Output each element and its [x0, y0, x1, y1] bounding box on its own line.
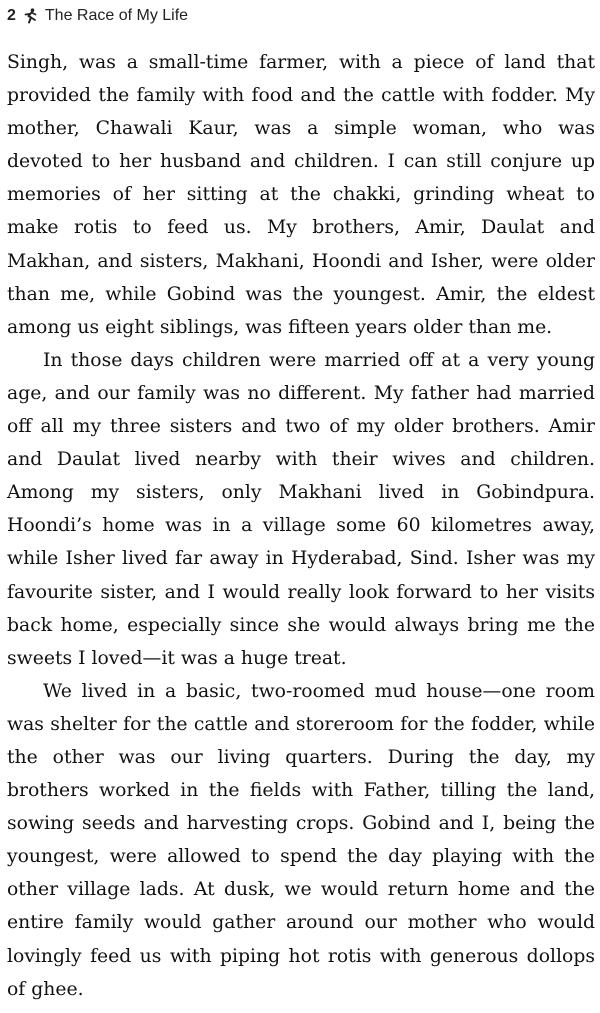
paragraph: We lived in a basic, two-roomed mud house—one room was shelter for the cattle and storeroom for the fodder, while the other was our living quarters. During the day, my brothers worked in the fields with Father, tilling the land, sowing seeds and harvesting crops. Gobind and I, being the youngest, were allowed to spend the day playing with the other village lads. At dusk, we would return home and the entire family would gather around our mother who would lovingly feed us with piping hot rotis with generous dollops of ghee. — [7, 680, 595, 1000]
paragraph: In those days children were married off at a very young age, and our family was no different. My father had married off all my three sisters and two of my older brothers. Amir and Daulat lived nearby with their wives and children. Among my sisters, only Makhani lived in Gobindpura. Hoondi’s home was in a village some 60 kilometres away, while Isher lived far away in Hyderabad, Sind. Isher was my favourite sister, and I would really look forward to her visits back home, especially since she would always bring me the sweets I loved—it was a huge treat. — [7, 349, 595, 669]
body-text — [7, 46, 595, 1006]
book-title: The Race of My Life — [44, 7, 189, 24]
paragraph-continued: Singh, was a small-time farmer, with a piece of land that provided the family with food and the cattle with fodder. My mother, Chawali Kaur, was a simple woman, who was devoted to her husband and children. I can still conjure up memories of her sitting at the chakki, grinding wheat to make rotis to feed us. My brothers, Amir, Daulat and Makhan, and sisters, Makhani, Hoondi and Isher, were older than me, while Gobind was the youngest. Amir, the eldest among us eight siblings, was fifteen years older than me. — [7, 52, 595, 338]
running-man-ornament-icon — [22, 8, 38, 24]
page-number: 2 — [7, 7, 16, 24]
running-header — [7, 4, 188, 28]
